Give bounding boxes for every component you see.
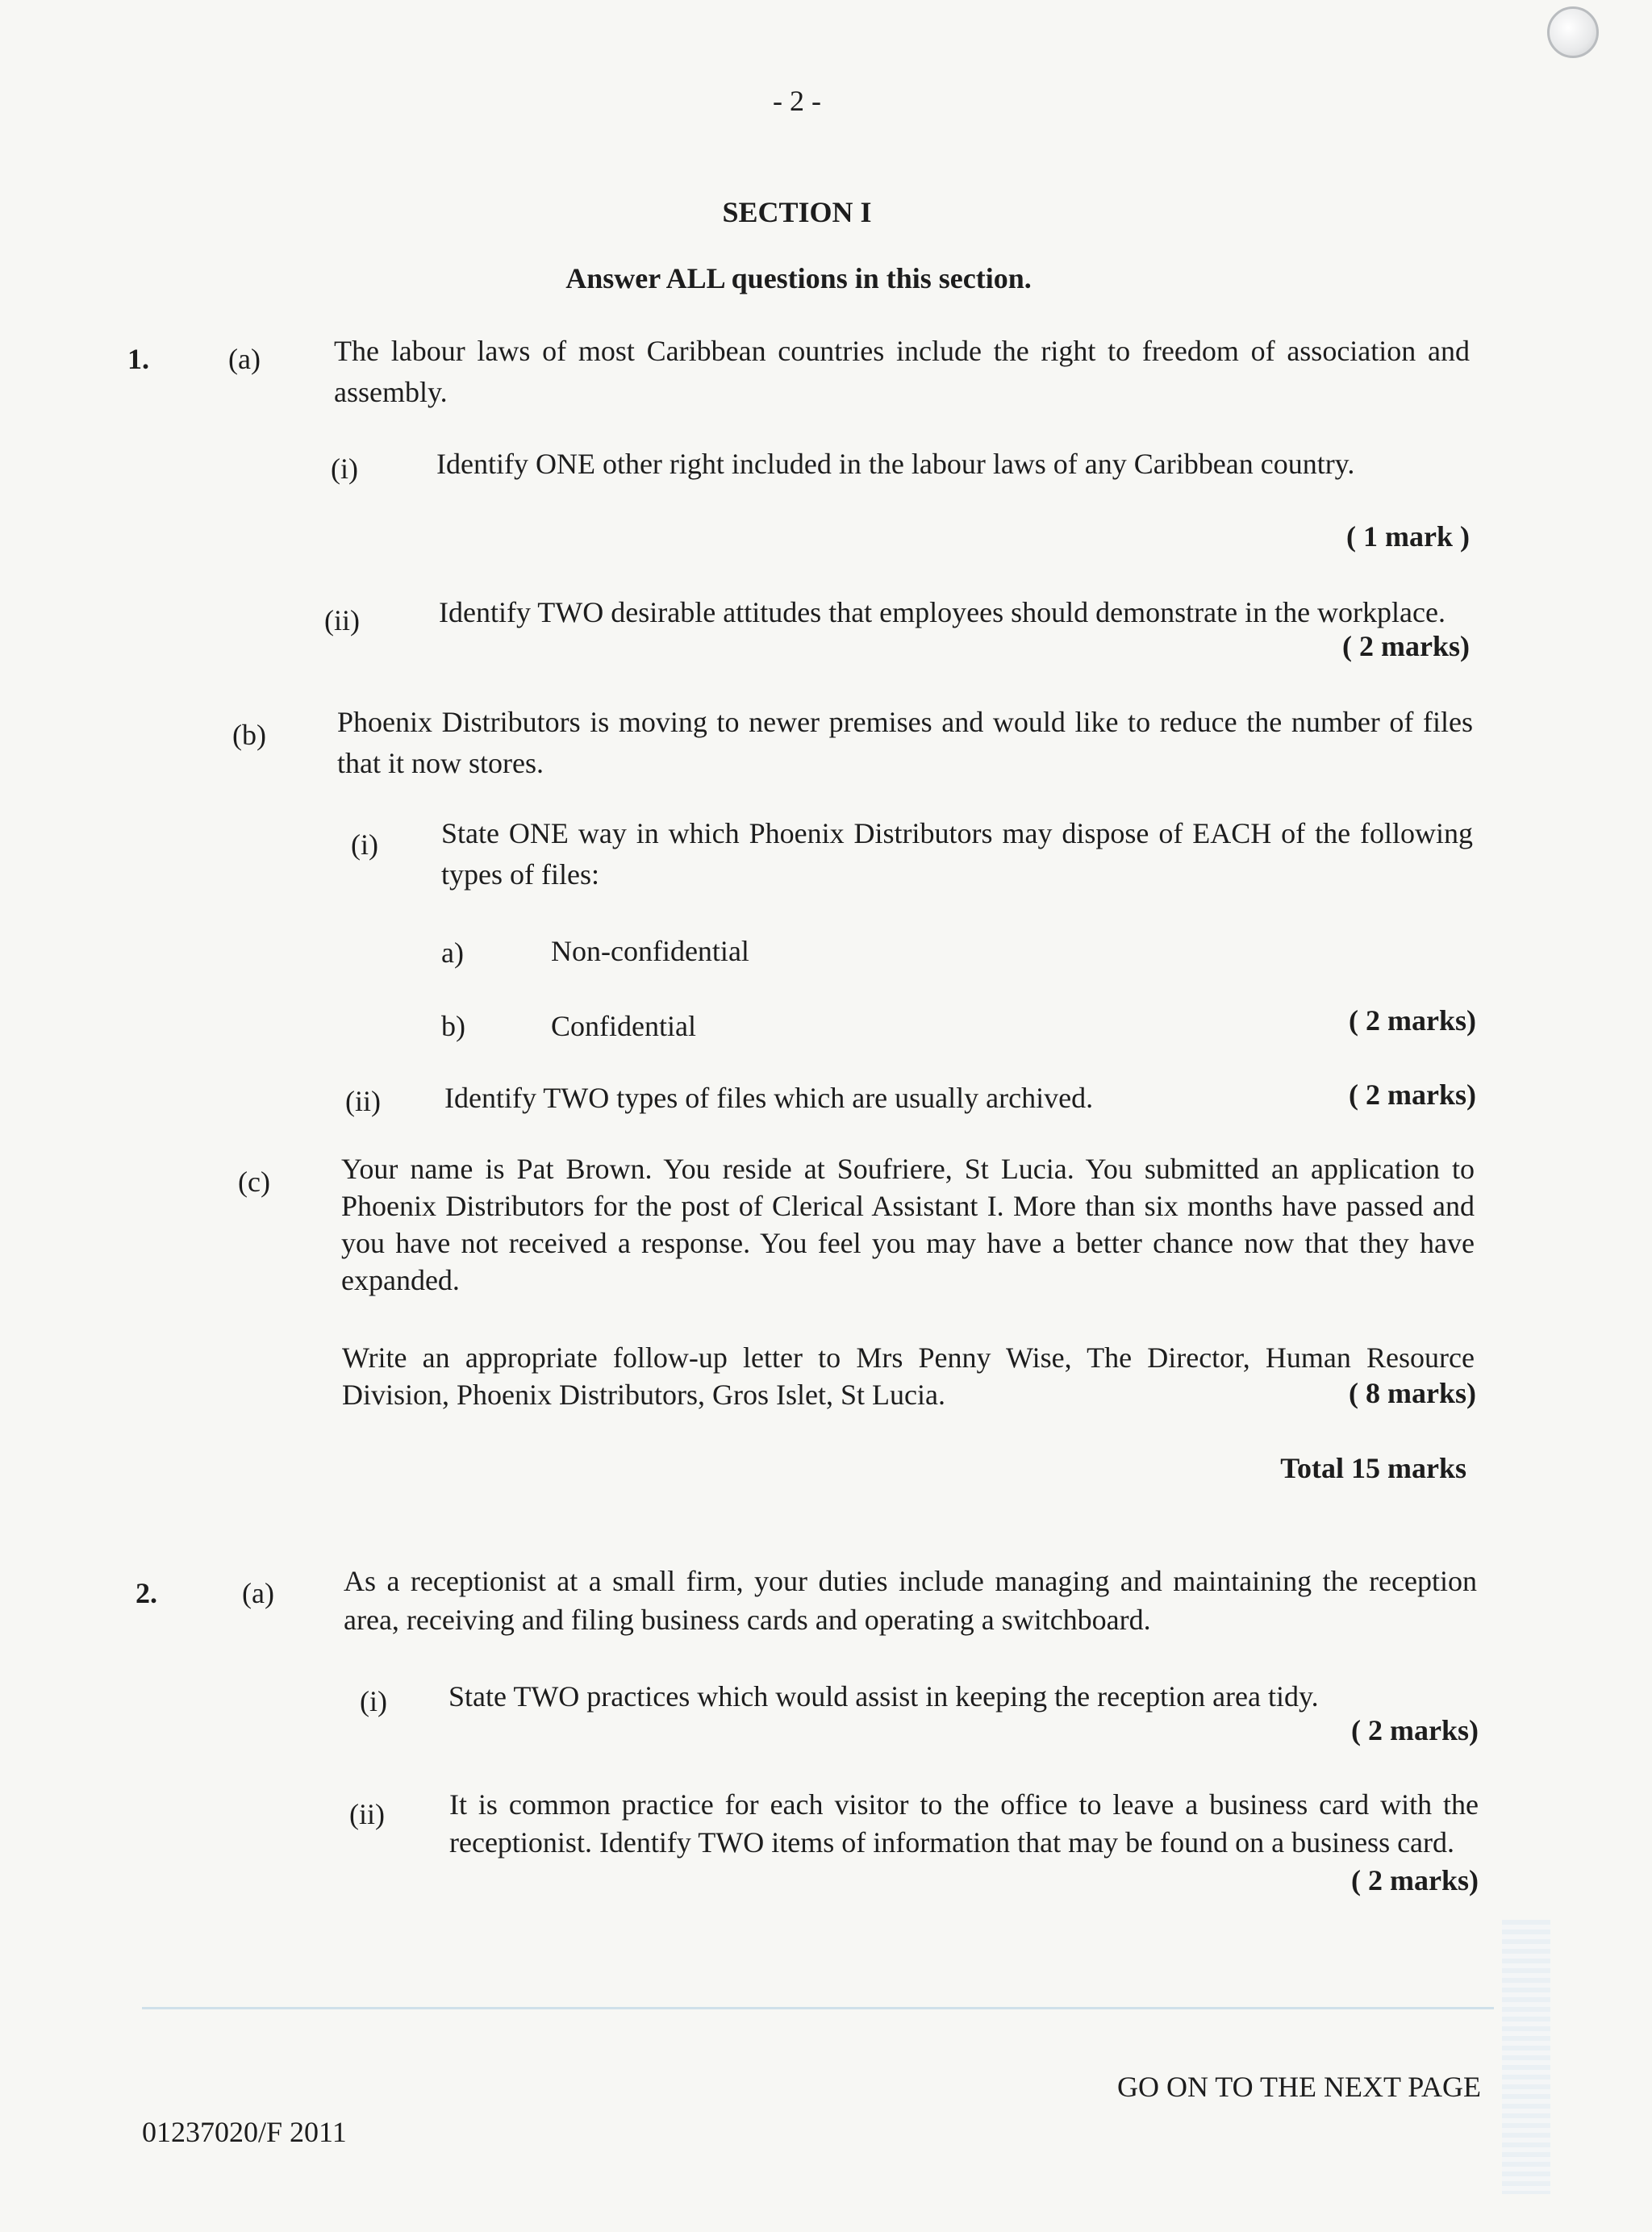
q1a-i-label: (i) — [331, 453, 358, 485]
q2a-i-label: (i) — [360, 1685, 387, 1717]
q1a-ii-marks: ( 2 marks) — [1342, 630, 1470, 662]
section-title: SECTION I — [722, 196, 872, 228]
q2a-label: (a) — [242, 1577, 274, 1609]
q1c-marks: ( 8 marks) — [1349, 1377, 1476, 1409]
q1b-i-item-a-text: Non-confidential — [551, 935, 749, 967]
q2a-text: As a receptionist at a small firm, your duties include managing and maintaining the reception area, receiving and filing business cards and operating a switchboard. — [344, 1565, 1477, 1636]
q1b-ii-marks: ( 2 marks) — [1349, 1078, 1476, 1111]
q1c-text-2: Write an appropriate follow-up letter to Mrs Penny Wise, The Director, Human Resource Division, Phoenix Distributors, Gros Islet, St Lucia. — [342, 1341, 1475, 1411]
edge-strip — [1502, 1920, 1550, 2194]
question-2-number: 2. — [136, 1577, 157, 1609]
q1b-text: Phoenix Distributors is moving to newer premises and would like to reduce the number of files that it now stores. — [337, 706, 1473, 779]
q1a-ii-text: Identify TWO desirable attitudes that employees should demonstrate in the workplace. — [439, 596, 1446, 628]
q1c-text-1: Your name is Pat Brown. You reside at Soufriere, St Lucia. You submitted an application to Phoenix Distributors for the post of Clerical Assistant I. More than six months have passed and you have not received a response. You feel you may have a better chance now that they have expanded. — [341, 1153, 1475, 1296]
q2a-i-text: State TWO practices which would assist in keeping the reception area tidy. — [448, 1680, 1319, 1713]
q1a-i-text: Identify ONE other right included in the labour laws of any Caribbean country. — [436, 448, 1355, 480]
question-1-number: 1. — [127, 343, 149, 375]
q1b-ii-text: Identify TWO types of files which are usually archived. — [444, 1082, 1094, 1114]
q2a-ii-marks: ( 2 marks) — [1351, 1864, 1479, 1896]
q1a-label: (a) — [228, 343, 261, 375]
q1b-label: (b) — [232, 719, 266, 751]
q1b-i-marks: ( 2 marks) — [1349, 1004, 1476, 1037]
page-number: - 2 - — [773, 85, 821, 117]
q1b-i-item-b-label: b) — [441, 1010, 465, 1042]
footer-rule — [142, 2007, 1494, 2009]
q1b-i-item-a-label: a) — [441, 937, 464, 969]
q1-total: Total 15 marks — [1280, 1452, 1466, 1484]
punch-hole — [1547, 6, 1599, 58]
q2a-i-marks: ( 2 marks) — [1351, 1714, 1479, 1746]
next-page-note: GO ON TO THE NEXT PAGE — [1116, 2071, 1481, 2103]
q1a-i-marks: ( 1 mark ) — [1346, 520, 1470, 553]
q2a-ii-label: (ii) — [349, 1798, 385, 1830]
paper-code: 01237020/F 2011 — [142, 2116, 347, 2148]
q1b-i-text: State ONE way in which Phoenix Distributors may dispose of EACH of the following types of files: — [441, 817, 1473, 891]
q1b-i-label: (i) — [351, 828, 378, 861]
q1b-i-item-b-text: Confidential — [551, 1010, 696, 1042]
q1a-ii-label: (ii) — [324, 604, 360, 636]
q1c-label: (c) — [238, 1166, 270, 1198]
q1b-ii-label: (ii) — [345, 1085, 381, 1117]
q1a-text: The labour laws of most Caribbean countries include the right to freedom of association and assembly. — [334, 335, 1470, 408]
section-instruction: Answer ALL questions in this section. — [565, 262, 1032, 294]
q2a-ii-text: It is common practice for each visitor to the office to leave a business card with the receptionist. Identify TWO items of information that may be found on a business card. — [449, 1788, 1479, 1859]
